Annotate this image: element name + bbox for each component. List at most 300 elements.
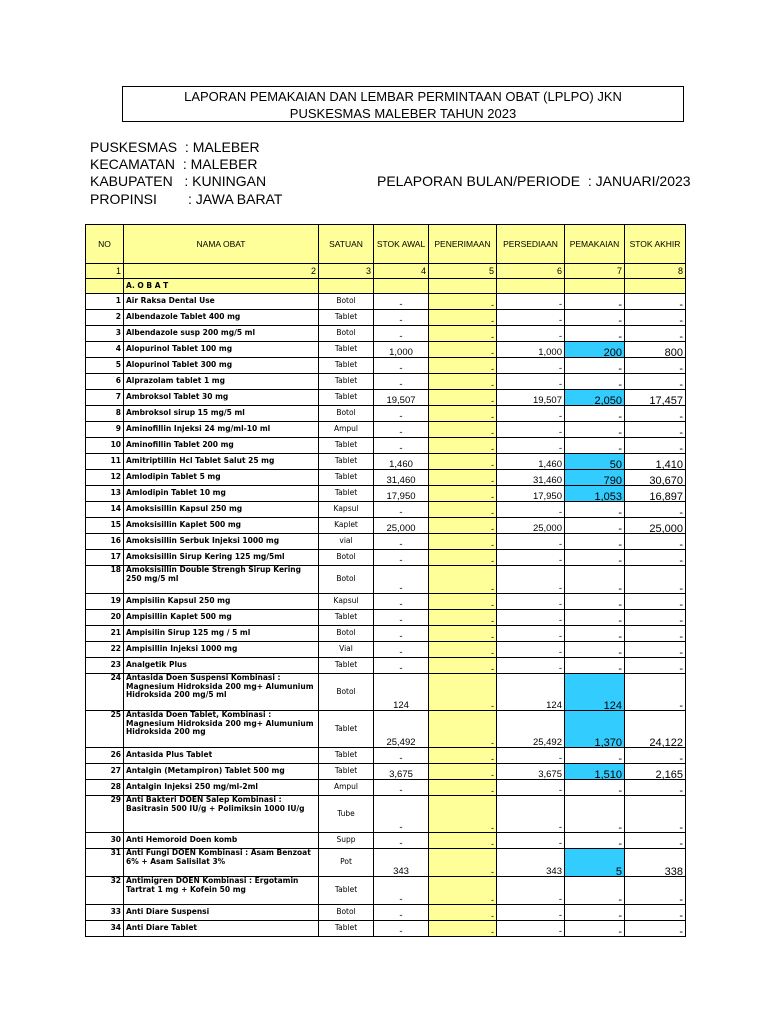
row-stok-akhir: 16,897 [625, 486, 686, 502]
row-pemakaian: - [565, 550, 625, 566]
row-penerimaan: - [429, 486, 497, 502]
row-stok-awal: - [374, 374, 429, 390]
row-stok-akhir: - [625, 642, 686, 658]
meta-puskesmas: PUSKESMAS : MALEBER [90, 139, 260, 155]
row-stok-awal: 343 [374, 849, 429, 877]
row-stok-awal: - [374, 422, 429, 438]
table-row [86, 610, 686, 626]
row-penerimaan: - [429, 626, 497, 642]
row-no: 18 [86, 566, 124, 594]
row-stok-awal: - [374, 905, 429, 921]
row-persediaan: - [497, 422, 565, 438]
table-row [86, 358, 686, 374]
row-satuan: Botol [319, 326, 374, 342]
row-nama-obat: Antimigren DOEN Kombinasi : Ergotamin Tartrat 1 mg + Kofein 50 mg [124, 877, 319, 905]
row-pemakaian: - [565, 406, 625, 422]
header-nama-obat: NAMA OBAT [124, 225, 319, 264]
row-stok-awal: - [374, 594, 429, 610]
row-satuan: Botol [319, 626, 374, 642]
row-pemakaian: - [565, 796, 625, 833]
meta-periode: PELAPORAN BULAN/PERIODE : JANUARI/2023 [377, 173, 691, 189]
row-pemakaian: - [565, 518, 625, 534]
row-persediaan: - [497, 534, 565, 550]
row-satuan: Kapsul [319, 502, 374, 518]
row-penerimaan: - [429, 422, 497, 438]
row-pemakaian: 124 [565, 674, 625, 711]
header-row [86, 225, 686, 264]
row-nama-obat: Aminofillin Tablet 200 mg [124, 438, 319, 454]
row-no: 19 [86, 594, 124, 610]
row-stok-akhir: 25,000 [625, 518, 686, 534]
row-stok-akhir: - [625, 566, 686, 594]
row-nama-obat: Amlodipin Tablet 10 mg [124, 486, 319, 502]
row-no: 10 [86, 438, 124, 454]
row-stok-akhir: - [625, 780, 686, 796]
header-satuan: SATUAN [319, 225, 374, 264]
row-stok-awal: 31,460 [374, 470, 429, 486]
row-no: 24 [86, 674, 124, 711]
row-pemakaian: - [565, 905, 625, 921]
row-nama-obat: Amoksisillin Sirup Kering 125 mg/5ml [124, 550, 319, 566]
table-row [86, 711, 686, 748]
row-persediaan: - [497, 438, 565, 454]
row-persediaan: 17,950 [497, 486, 565, 502]
lplpo-table [85, 224, 686, 937]
table-row [86, 454, 686, 470]
row-penerimaan: - [429, 518, 497, 534]
table-row [86, 905, 686, 921]
row-pemakaian: - [565, 642, 625, 658]
row-penerimaan: - [429, 294, 497, 310]
table-row [86, 566, 686, 594]
header-penerimaan: PENERIMAAN [429, 225, 497, 264]
table-row [86, 470, 686, 486]
row-nama-obat: Antasida Doen Tablet, Kombinasi : Magnesium Hidroksida 200 mg+ Alumunium Hidroksida 200 mg [124, 711, 319, 748]
col-index: 1 [86, 264, 124, 279]
row-nama-obat: Ampisillin Injeksi 1000 mg [124, 642, 319, 658]
row-persediaan: - [497, 374, 565, 390]
row-persediaan: 25,492 [497, 711, 565, 748]
row-pemakaian: - [565, 780, 625, 796]
row-persediaan: - [497, 877, 565, 905]
row-satuan: Tablet [319, 470, 374, 486]
row-pemakaian: - [565, 502, 625, 518]
row-penerimaan: - [429, 921, 497, 937]
table-row [86, 342, 686, 358]
row-pemakaian: 200 [565, 342, 625, 358]
table-row [86, 310, 686, 326]
row-nama-obat: Antalgin (Metampiron) Tablet 500 mg [124, 764, 319, 780]
table-row [86, 294, 686, 310]
row-penerimaan: - [429, 406, 497, 422]
header-stok-akhir: STOK AKHIR [625, 225, 686, 264]
row-stok-akhir: - [625, 748, 686, 764]
row-persediaan: - [497, 566, 565, 594]
row-no: 16 [86, 534, 124, 550]
row-stok-akhir: - [625, 438, 686, 454]
row-penerimaan: - [429, 905, 497, 921]
row-satuan: Tablet [319, 610, 374, 626]
row-satuan: Ampul [319, 780, 374, 796]
row-satuan: Vial [319, 642, 374, 658]
row-nama-obat: Air Raksa Dental Use [124, 294, 319, 310]
table-row [86, 642, 686, 658]
row-stok-awal: - [374, 550, 429, 566]
section-label: A. O B A T [124, 279, 319, 294]
row-satuan: Tablet [319, 438, 374, 454]
row-persediaan: - [497, 610, 565, 626]
row-stok-awal: - [374, 310, 429, 326]
row-stok-akhir: - [625, 358, 686, 374]
row-no: 34 [86, 921, 124, 937]
header-persediaan: PERSEDIAAN [497, 225, 565, 264]
row-persediaan: 124 [497, 674, 565, 711]
row-stok-awal: - [374, 877, 429, 905]
row-stok-awal: 124 [374, 674, 429, 711]
row-persediaan: 1,000 [497, 342, 565, 358]
row-pemakaian: - [565, 422, 625, 438]
row-penerimaan: - [429, 594, 497, 610]
row-no: 14 [86, 502, 124, 518]
row-nama-obat: Ampisilin Kapsul 250 mg [124, 594, 319, 610]
meta-kecamatan: KECAMATAN : MALEBER [90, 156, 258, 172]
row-satuan: Pot [319, 849, 374, 877]
table-row [86, 326, 686, 342]
row-no: 9 [86, 422, 124, 438]
row-no: 2 [86, 310, 124, 326]
row-penerimaan: - [429, 358, 497, 374]
row-pemakaian: - [565, 534, 625, 550]
row-stok-awal: 19,507 [374, 390, 429, 406]
row-nama-obat: Alopurinol Tablet 100 mg [124, 342, 319, 358]
row-no: 30 [86, 833, 124, 849]
table-row [86, 764, 686, 780]
row-persediaan: 25,000 [497, 518, 565, 534]
row-stok-awal: - [374, 626, 429, 642]
row-stok-akhir: 24,122 [625, 711, 686, 748]
table-row [86, 921, 686, 937]
row-pemakaian: - [565, 748, 625, 764]
row-pemakaian: - [565, 610, 625, 626]
header-no: NO [86, 225, 124, 264]
table-row [86, 674, 686, 711]
row-nama-obat: Antasida Doen Suspensi Kombinasi : Magnesium Hidroksida 200 mg+ Alumunium Hidroksida 200 mg/5 ml [124, 674, 319, 711]
row-penerimaan: - [429, 534, 497, 550]
row-stok-akhir: - [625, 502, 686, 518]
row-stok-awal: - [374, 780, 429, 796]
row-nama-obat: Amoksisillin Kaplet 500 mg [124, 518, 319, 534]
row-stok-akhir: - [625, 674, 686, 711]
row-persediaan: - [497, 626, 565, 642]
row-no: 31 [86, 849, 124, 877]
col-index: 6 [497, 264, 565, 279]
row-nama-obat: Alopurinol Tablet 300 mg [124, 358, 319, 374]
row-persediaan: 3,675 [497, 764, 565, 780]
row-nama-obat: Anti Hemoroid Doen komb [124, 833, 319, 849]
row-stok-akhir: - [625, 374, 686, 390]
section-row [86, 279, 686, 294]
row-stok-akhir: - [625, 534, 686, 550]
row-satuan: Tablet [319, 748, 374, 764]
row-satuan: Tablet [319, 310, 374, 326]
row-stok-awal: - [374, 610, 429, 626]
header-pemakaian: PEMAKAIAN [565, 225, 625, 264]
row-nama-obat: Anti Fungi DOEN Kombinasi : Asam Benzoat 6% + Asam Salisilat 3% [124, 849, 319, 877]
row-stok-awal: - [374, 358, 429, 374]
row-pemakaian: - [565, 658, 625, 674]
row-nama-obat: Amoksisillin Serbuk Injeksi 1000 mg [124, 534, 319, 550]
row-stok-akhir: - [625, 406, 686, 422]
row-no: 11 [86, 454, 124, 470]
row-penerimaan: - [429, 658, 497, 674]
row-stok-awal: 3,675 [374, 764, 429, 780]
table-row [86, 550, 686, 566]
row-no: 28 [86, 780, 124, 796]
row-pemakaian: - [565, 294, 625, 310]
table-row [86, 796, 686, 833]
row-no: 5 [86, 358, 124, 374]
table-row [86, 486, 686, 502]
row-satuan: Botol [319, 674, 374, 711]
row-pemakaian: 1,370 [565, 711, 625, 748]
row-penerimaan: - [429, 454, 497, 470]
row-no: 12 [86, 470, 124, 486]
row-stok-akhir: 1,410 [625, 454, 686, 470]
row-stok-akhir: 800 [625, 342, 686, 358]
row-satuan: Kaplet [319, 518, 374, 534]
row-no: 4 [86, 342, 124, 358]
row-stok-awal: - [374, 326, 429, 342]
row-persediaan: - [497, 310, 565, 326]
row-stok-akhir: - [625, 905, 686, 921]
row-stok-awal: - [374, 438, 429, 454]
row-stok-awal: - [374, 658, 429, 674]
row-satuan: Tablet [319, 711, 374, 748]
row-pemakaian: - [565, 358, 625, 374]
row-persediaan: 1,460 [497, 454, 565, 470]
row-nama-obat: Amoksisillin Double Strengh Sirup Kering 250 mg/5 ml [124, 566, 319, 594]
row-stok-awal: 1,000 [374, 342, 429, 358]
row-pemakaian: - [565, 326, 625, 342]
row-nama-obat: Ampisillin Kaplet 500 mg [124, 610, 319, 626]
row-stok-awal: - [374, 833, 429, 849]
row-stok-awal: 1,460 [374, 454, 429, 470]
row-penerimaan: - [429, 566, 497, 594]
row-stok-akhir: - [625, 310, 686, 326]
row-no: 27 [86, 764, 124, 780]
row-stok-akhir: - [625, 422, 686, 438]
row-nama-obat: Ampisilin Sirup 125 mg / 5 ml [124, 626, 319, 642]
row-persediaan: - [497, 406, 565, 422]
report-title-box [122, 86, 684, 122]
row-nama-obat: Amoksisillin Kapsul 250 mg [124, 502, 319, 518]
row-persediaan: - [497, 905, 565, 921]
row-persediaan: - [497, 642, 565, 658]
row-satuan: Tablet [319, 877, 374, 905]
row-no: 32 [86, 877, 124, 905]
row-stok-awal: - [374, 748, 429, 764]
row-pemakaian: - [565, 877, 625, 905]
row-nama-obat: Analgetik Plus [124, 658, 319, 674]
row-no: 26 [86, 748, 124, 764]
row-penerimaan: - [429, 438, 497, 454]
col-index: 2 [124, 264, 319, 279]
row-pemakaian: 2,050 [565, 390, 625, 406]
col-index: 3 [319, 264, 374, 279]
row-penerimaan: - [429, 674, 497, 711]
row-satuan: Kapsul [319, 594, 374, 610]
row-satuan: vial [319, 534, 374, 550]
table-row [86, 422, 686, 438]
row-nama-obat: Ambroksol Tablet 30 mg [124, 390, 319, 406]
row-stok-akhir: - [625, 833, 686, 849]
row-stok-akhir: 338 [625, 849, 686, 877]
row-pemakaian: 50 [565, 454, 625, 470]
row-stok-awal: - [374, 406, 429, 422]
row-nama-obat: Antalgin Injeksi 250 mg/ml-2ml [124, 780, 319, 796]
row-nama-obat: Anti Bakteri DOEN Salep Kombinasi : Basitrasin 500 IU/g + Polimiksin 1000 IU/g [124, 796, 319, 833]
row-penerimaan: - [429, 877, 497, 905]
row-pemakaian: - [565, 626, 625, 642]
row-no: 25 [86, 711, 124, 748]
row-stok-awal: - [374, 921, 429, 937]
table-row [86, 534, 686, 550]
row-nama-obat: Amitriptillin Hcl Tablet Salut 25 mg [124, 454, 319, 470]
row-stok-awal: - [374, 642, 429, 658]
row-satuan: Tube [319, 796, 374, 833]
table-row [86, 626, 686, 642]
row-penerimaan: - [429, 833, 497, 849]
row-nama-obat: Anti Diare Suspensi [124, 905, 319, 921]
row-satuan: Tablet [319, 486, 374, 502]
row-stok-akhir: - [625, 921, 686, 937]
row-pemakaian: - [565, 921, 625, 937]
col-index: 5 [429, 264, 497, 279]
row-no: 21 [86, 626, 124, 642]
report-title-line1: LAPORAN PEMAKAIAN DAN LEMBAR PERMINTAAN OBAT (LPLPO) JKN [184, 89, 622, 104]
row-nama-obat: Ambroksol sirup 15 mg/5 ml [124, 406, 319, 422]
col-index: 8 [625, 264, 686, 279]
row-persediaan: - [497, 550, 565, 566]
row-persediaan: 31,460 [497, 470, 565, 486]
table-row [86, 502, 686, 518]
row-nama-obat: Albendazole Tablet 400 mg [124, 310, 319, 326]
row-pemakaian: - [565, 566, 625, 594]
row-persediaan: - [497, 833, 565, 849]
row-stok-awal: 25,000 [374, 518, 429, 534]
row-penerimaan: - [429, 326, 497, 342]
row-satuan: Tablet [319, 454, 374, 470]
row-nama-obat: Anti Diare Tablet [124, 921, 319, 937]
row-penerimaan: - [429, 711, 497, 748]
row-satuan: Tablet [319, 342, 374, 358]
row-no: 3 [86, 326, 124, 342]
col-index: 7 [565, 264, 625, 279]
row-persediaan: - [497, 921, 565, 937]
row-penerimaan: - [429, 849, 497, 877]
row-penerimaan: - [429, 342, 497, 358]
row-stok-akhir: - [625, 877, 686, 905]
row-pemakaian: - [565, 594, 625, 610]
row-penerimaan: - [429, 610, 497, 626]
row-penerimaan: - [429, 470, 497, 486]
report-title-line2: PUSKESMAS MALEBER TAHUN 2023 [289, 106, 517, 121]
row-persediaan: - [497, 780, 565, 796]
row-persediaan: - [497, 594, 565, 610]
row-pemakaian: 1,053 [565, 486, 625, 502]
row-no: 20 [86, 610, 124, 626]
row-nama-obat: Alprazolam tablet 1 mg [124, 374, 319, 390]
row-nama-obat: Antasida Plus Tablet [124, 748, 319, 764]
row-persediaan: 19,507 [497, 390, 565, 406]
row-stok-akhir: 2,165 [625, 764, 686, 780]
row-penerimaan: - [429, 502, 497, 518]
row-no: 15 [86, 518, 124, 534]
row-pemakaian: - [565, 438, 625, 454]
row-penerimaan: - [429, 310, 497, 326]
row-persediaan: - [497, 796, 565, 833]
row-satuan: Tablet [319, 374, 374, 390]
header-stok-awal: STOK AWAL [374, 225, 429, 264]
row-stok-akhir: - [625, 326, 686, 342]
table-row [86, 374, 686, 390]
row-pemakaian: - [565, 374, 625, 390]
row-pemakaian: 5 [565, 849, 625, 877]
row-satuan: Botol [319, 905, 374, 921]
row-satuan: Tablet [319, 658, 374, 674]
row-satuan: Botol [319, 550, 374, 566]
row-satuan: Tablet [319, 764, 374, 780]
table-row [86, 849, 686, 877]
row-stok-awal: 25,492 [374, 711, 429, 748]
row-penerimaan: - [429, 390, 497, 406]
row-nama-obat: Amlodipin Tablet 5 mg [124, 470, 319, 486]
row-penerimaan: - [429, 796, 497, 833]
row-satuan: Botol [319, 566, 374, 594]
table-row [86, 438, 686, 454]
table-row [86, 390, 686, 406]
col-index: 4 [374, 264, 429, 279]
row-stok-awal: - [374, 534, 429, 550]
row-no: 17 [86, 550, 124, 566]
row-satuan: Tablet [319, 390, 374, 406]
row-stok-akhir: - [625, 658, 686, 674]
row-satuan: Supp [319, 833, 374, 849]
row-penerimaan: - [429, 764, 497, 780]
table-row [86, 877, 686, 905]
row-penerimaan: - [429, 550, 497, 566]
row-satuan: Ampul [319, 422, 374, 438]
row-persediaan: - [497, 658, 565, 674]
row-stok-akhir: - [625, 594, 686, 610]
row-persediaan: - [497, 326, 565, 342]
row-persediaan: - [497, 358, 565, 374]
row-no: 23 [86, 658, 124, 674]
table-row [86, 833, 686, 849]
meta-propinsi: PROPINSI : JAWA BARAT [90, 191, 283, 207]
row-no: 33 [86, 905, 124, 921]
row-pemakaian: - [565, 310, 625, 326]
row-stok-awal: - [374, 294, 429, 310]
row-satuan: Tablet [319, 921, 374, 937]
row-no: 8 [86, 406, 124, 422]
row-persediaan: - [497, 748, 565, 764]
row-stok-akhir: - [625, 626, 686, 642]
row-no: 13 [86, 486, 124, 502]
row-nama-obat: Albendazole susp 200 mg/5 ml [124, 326, 319, 342]
row-no: 22 [86, 642, 124, 658]
table-row [86, 594, 686, 610]
